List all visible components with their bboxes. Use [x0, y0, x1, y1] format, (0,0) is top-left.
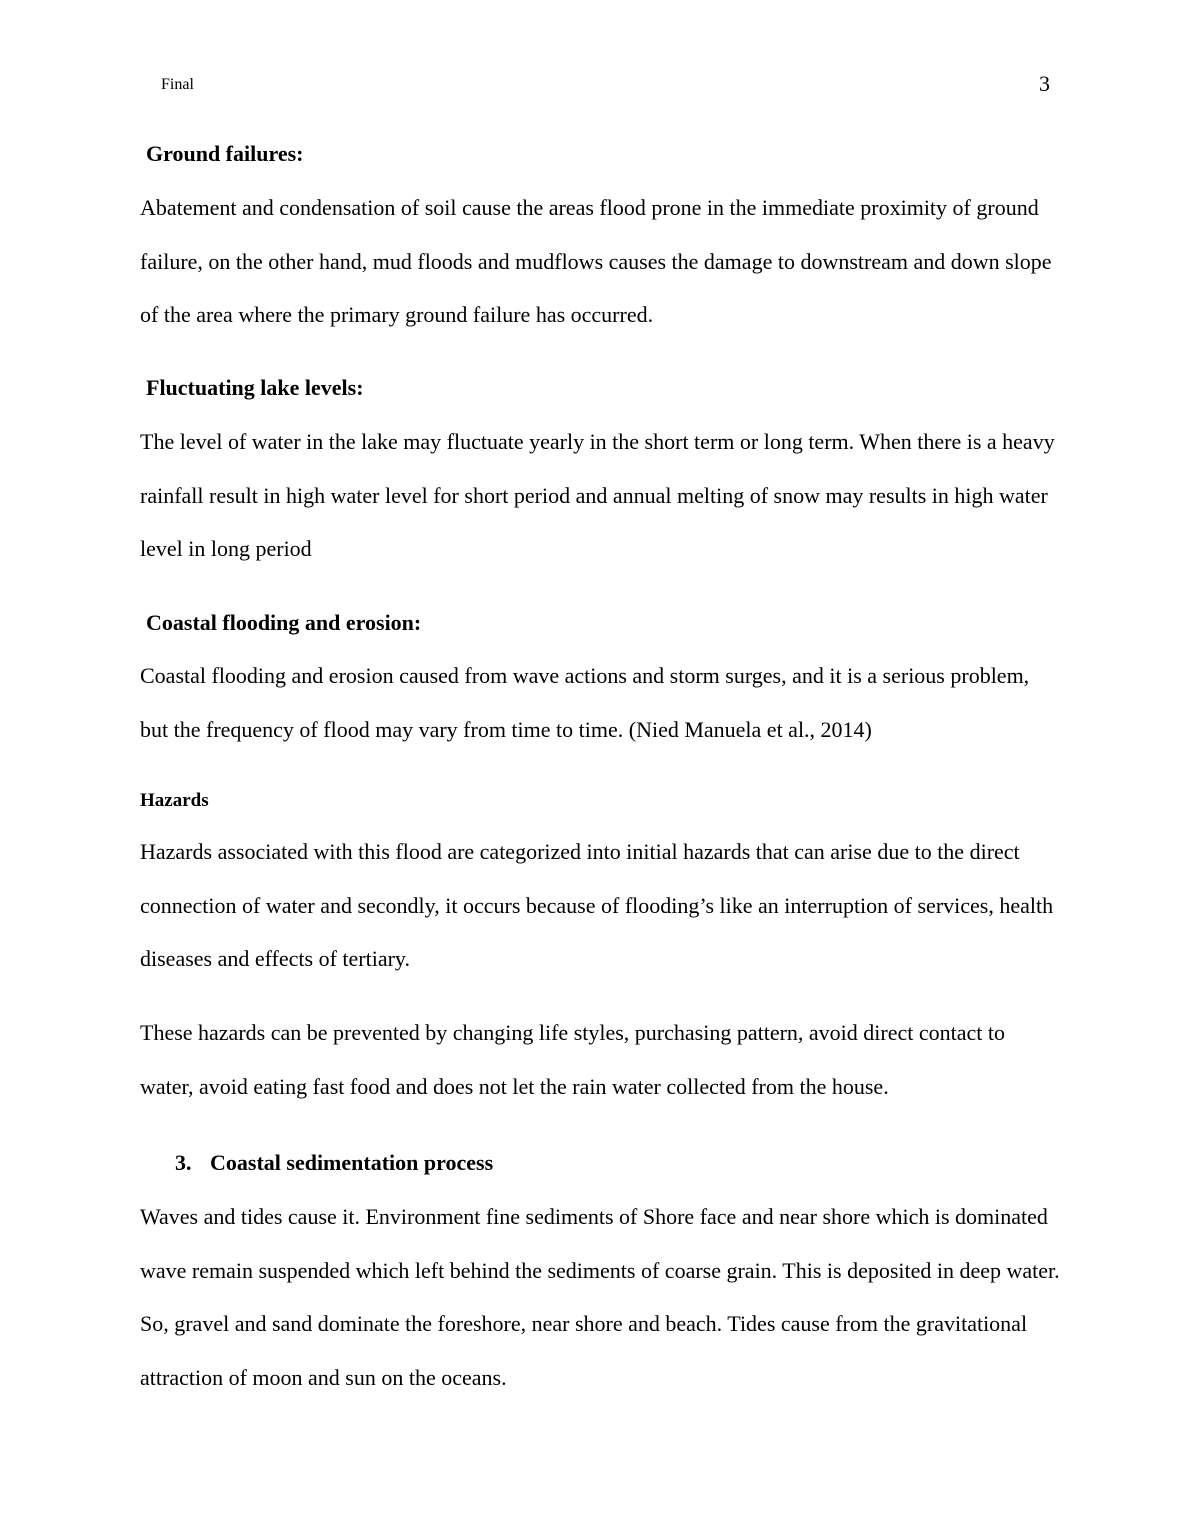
section-number: 3.: [175, 1150, 192, 1175]
paragraph-hazards-1: Hazards associated with this flood are categorized into initial hazards that can arise due to the direct connection of water and secondly, it occurs because of flooding’s like an interruption of services, health diseases and effects of tertiary.: [140, 839, 1054, 971]
section-title: Coastal sedimentation process: [210, 1150, 494, 1175]
paragraph-hazards-2: These hazards can be prevented by changing life styles, purchasing pattern, avoid direct contact to water, avoid eating fast food and does not let the rain water collected from the house.: [140, 1020, 1006, 1099]
section-heading-hazards: Hazards: [140, 790, 209, 811]
section-heading-ground-failures: Ground failures:: [146, 141, 304, 166]
paragraph-lake-levels: The level of water in the lake may fluctuate yearly in the short term or long term. When there is a heavy rainfall result in high water level for short period and annual melting of snow may results in high water level in long period: [140, 429, 1055, 561]
section-heading-lake-levels: Fluctuating lake levels:: [146, 375, 364, 400]
page-number: 3: [1039, 71, 1050, 96]
paragraph-coastal-flooding: Coastal flooding and erosion caused from wave actions and storm surges, and it is a serious problem, but the frequency of flood may vary from time to time. (Nied Manuela et al., 2014): [140, 663, 1030, 742]
section-heading-coastal-flooding: Coastal flooding and erosion:: [146, 610, 422, 635]
paragraph-ground-failures: Abatement and condensation of soil cause the areas flood prone in the immediate proximity of ground failure, on the other hand, mud floods and mudflows causes the damage to downstream and down slope of the area where the primary ground failure has occurred.: [140, 195, 1052, 327]
paragraph-sedimentation: Waves and tides cause it. Environment fine sediments of Shore face and near shore which is dominated wave remain suspended which left behind the sediments of coarse grain. This is deposited in deep water. So, gravel and sand dominate the foreshore, near shore and beach. Tides cause from the gravitational attraction of moon and sun on the oceans.: [140, 1204, 1060, 1390]
section-heading-sedimentation: [175, 1149, 493, 1177]
running-head: Final: [161, 76, 194, 93]
